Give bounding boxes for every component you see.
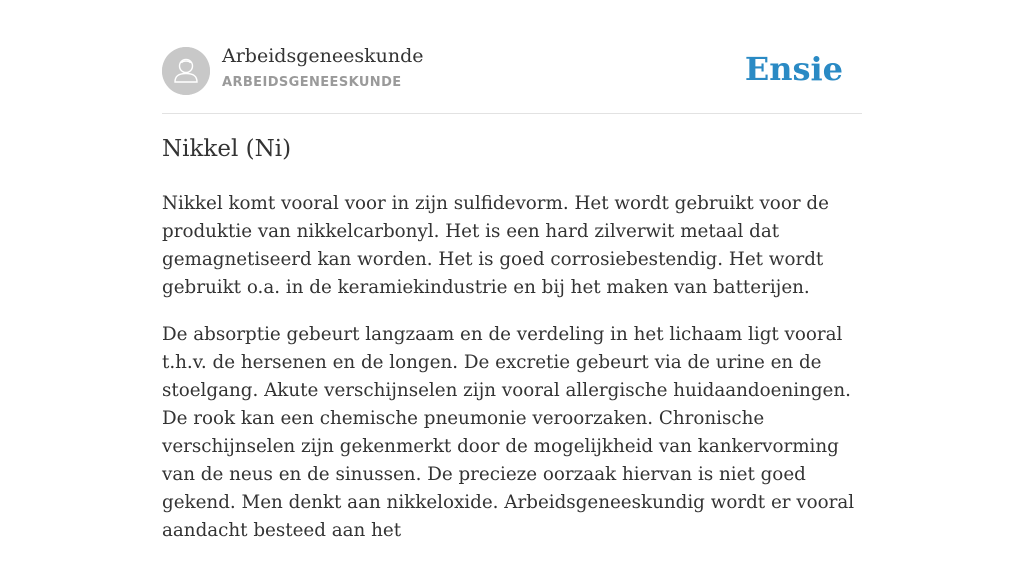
author-name[interactable]: Arbeidsgeneeskunde	[222, 45, 424, 67]
entry-title: Nikkel (Ni)	[162, 136, 292, 162]
entry-container	[162, 0, 862, 541]
ensie-logo[interactable]: Ensie	[744, 50, 843, 88]
body-paragraph: Nikkel komt vooral voor in zijn sulfidevorm. Het wordt gebruikt voor de produktie van nikkelcarbonyl. Het is een hard zilverwit metaal dat gemagnetiseerd kan worden. Het is goed corrosiebestendig. Het wordt gebruikt o.a. in de keramiekindustrie en bij het maken van batterijen.	[162, 193, 829, 298]
author-avatar[interactable]	[162, 47, 210, 95]
user-icon	[162, 47, 210, 95]
author-category[interactable]: ARBEIDSGENEESKUNDE	[222, 75, 402, 90]
entry-body	[162, 190, 862, 564]
body-paragraph: De absorptie gebeurt langzaam en de verdeling in het lichaam ligt vooral t.h.v. de hersenen en de longen. De excretie gebeurt via de urine en de stoelgang. Akute verschijnselen zijn vooral allergische huidaandoeningen. De rook kan een chemische pneumonie veroorzaken. Chronische verschijnselen zijn gekenmerkt door de mogelijkheid van kankervorming van de neus en de sinussen. De precieze oorzaak hiervan is niet goed gekend. Men denkt aan nikkeloxide. Arbeidsgeneeskundig wordt er vooral aandacht besteed aan het	[162, 324, 855, 541]
entry-header	[162, 0, 862, 114]
